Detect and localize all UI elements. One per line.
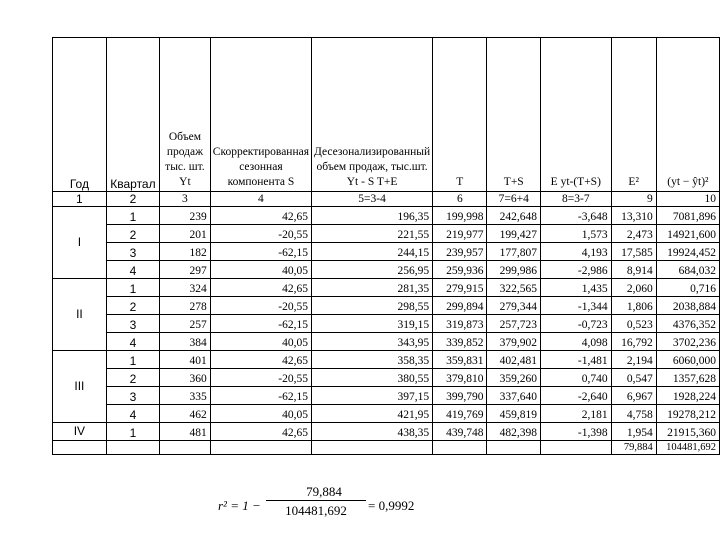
value-cell: 380,55 bbox=[312, 369, 433, 387]
header-year: Год bbox=[53, 38, 107, 192]
value-cell: 337,640 bbox=[487, 387, 541, 405]
value-cell: -0,723 bbox=[541, 315, 612, 333]
colnum-7: 7=6+4 bbox=[487, 192, 541, 207]
table-row bbox=[53, 387, 720, 405]
value-cell: 298,55 bbox=[312, 297, 433, 315]
value-cell: 397,15 bbox=[312, 387, 433, 405]
value-cell: 7081,896 bbox=[656, 207, 719, 225]
value-cell: 8,914 bbox=[611, 261, 656, 279]
value-cell: 42,65 bbox=[210, 207, 311, 225]
value-cell: 2,181 bbox=[541, 405, 612, 423]
value-cell: -20,55 bbox=[210, 297, 311, 315]
value-cell: 1,435 bbox=[541, 279, 612, 297]
quarter-cell: 4 bbox=[106, 333, 159, 351]
quarter-cell: 1 bbox=[106, 351, 159, 369]
value-cell: 324 bbox=[160, 279, 211, 297]
value-cell: 2,194 bbox=[611, 351, 656, 369]
r-squared-formula bbox=[218, 486, 418, 526]
value-cell: -2,640 bbox=[541, 387, 612, 405]
quarter-cell: 2 bbox=[106, 297, 159, 315]
value-cell: 4,193 bbox=[541, 243, 612, 261]
value-cell: 359,831 bbox=[433, 351, 487, 369]
formula-result: = 0,9992 bbox=[368, 498, 415, 513]
value-cell: 0,740 bbox=[541, 369, 612, 387]
value-cell: -3,648 bbox=[541, 207, 612, 225]
value-cell: 462 bbox=[160, 405, 211, 423]
value-cell: 402,481 bbox=[487, 351, 541, 369]
value-cell: 482,398 bbox=[487, 423, 541, 441]
value-cell: -1,398 bbox=[541, 423, 612, 441]
value-cell: 40,05 bbox=[210, 333, 311, 351]
totals-row bbox=[53, 441, 720, 455]
value-cell: 19924,452 bbox=[656, 243, 719, 261]
value-cell: 259,936 bbox=[433, 261, 487, 279]
quarter-cell: 3 bbox=[106, 243, 159, 261]
value-cell: -62,15 bbox=[210, 315, 311, 333]
value-cell: 0,547 bbox=[611, 369, 656, 387]
value-cell: 244,15 bbox=[312, 243, 433, 261]
value-cell: 40,05 bbox=[210, 261, 311, 279]
totals-empty bbox=[160, 441, 211, 455]
value-cell: 17,585 bbox=[611, 243, 656, 261]
value-cell: 439,748 bbox=[433, 423, 487, 441]
value-cell: 257 bbox=[160, 315, 211, 333]
value-cell: 379,902 bbox=[487, 333, 541, 351]
value-cell: -20,55 bbox=[210, 225, 311, 243]
value-cell: 278 bbox=[160, 297, 211, 315]
header-seasonal-component: Скорректированная сезонная компонента S bbox=[210, 38, 311, 192]
colnum-3: 3 bbox=[160, 192, 211, 207]
value-cell: 201 bbox=[160, 225, 211, 243]
value-cell: 319,873 bbox=[433, 315, 487, 333]
value-cell: 297 bbox=[160, 261, 211, 279]
value-cell: 481 bbox=[160, 423, 211, 441]
value-cell: 322,565 bbox=[487, 279, 541, 297]
value-cell: 1,954 bbox=[611, 423, 656, 441]
colnum-10: 10 bbox=[656, 192, 719, 207]
value-cell: 2,473 bbox=[611, 225, 656, 243]
header-deseasonalized: Десезонализированный объем продаж, тыс.шт. Yt - S T+E bbox=[312, 38, 433, 192]
totals-empty bbox=[210, 441, 311, 455]
value-cell: 40,05 bbox=[210, 405, 311, 423]
value-cell: 182 bbox=[160, 243, 211, 261]
value-cell: 421,95 bbox=[312, 405, 433, 423]
quarter-cell: 2 bbox=[106, 225, 159, 243]
colnum-2: 2 bbox=[106, 192, 159, 207]
value-cell: 384 bbox=[160, 333, 211, 351]
value-cell: 2038,884 bbox=[656, 297, 719, 315]
header-t: T bbox=[433, 38, 487, 192]
year-cell: III bbox=[53, 351, 107, 423]
value-cell: 14921,600 bbox=[656, 225, 719, 243]
header-quarter: Квартал bbox=[106, 38, 159, 192]
value-cell: 343,95 bbox=[312, 333, 433, 351]
value-cell: 6060,000 bbox=[656, 351, 719, 369]
value-cell: 221,55 bbox=[312, 225, 433, 243]
value-cell: 299,894 bbox=[433, 297, 487, 315]
value-cell: 359,260 bbox=[487, 369, 541, 387]
table-row bbox=[53, 279, 720, 297]
value-cell: 256,95 bbox=[312, 261, 433, 279]
table-row bbox=[53, 207, 720, 225]
value-cell: 3702,236 bbox=[656, 333, 719, 351]
data-table bbox=[52, 37, 720, 455]
value-cell: -2,986 bbox=[541, 261, 612, 279]
year-cell: I bbox=[53, 207, 107, 279]
value-cell: 177,807 bbox=[487, 243, 541, 261]
quarter-cell: 2 bbox=[106, 369, 159, 387]
value-cell: 459,819 bbox=[487, 405, 541, 423]
value-cell: 360 bbox=[160, 369, 211, 387]
value-cell: 199,998 bbox=[433, 207, 487, 225]
year-cell: IV bbox=[53, 423, 107, 441]
value-cell: 4376,352 bbox=[656, 315, 719, 333]
quarter-cell: 1 bbox=[106, 207, 159, 225]
total-e-squared: 79,884 bbox=[611, 441, 656, 455]
totals-empty bbox=[312, 441, 433, 455]
year-cell: II bbox=[53, 279, 107, 351]
value-cell: 257,723 bbox=[487, 315, 541, 333]
header-t-plus-s: T+S bbox=[487, 38, 541, 192]
table-row bbox=[53, 297, 720, 315]
value-cell: 1,806 bbox=[611, 297, 656, 315]
value-cell: 4,098 bbox=[541, 333, 612, 351]
table-row bbox=[53, 225, 720, 243]
value-cell: 6,967 bbox=[611, 387, 656, 405]
value-cell: 1357,628 bbox=[656, 369, 719, 387]
formula-lhs: r² = 1 − bbox=[218, 498, 261, 513]
value-cell: 242,648 bbox=[487, 207, 541, 225]
value-cell: 281,35 bbox=[312, 279, 433, 297]
value-cell: 379,810 bbox=[433, 369, 487, 387]
header-e: E yt-(T+S) bbox=[541, 38, 612, 192]
value-cell: 21915,360 bbox=[656, 423, 719, 441]
value-cell: 0,716 bbox=[656, 279, 719, 297]
colnum-4: 4 bbox=[210, 192, 311, 207]
fraction-bar bbox=[266, 500, 366, 501]
value-cell: 358,35 bbox=[312, 351, 433, 369]
column-number-row bbox=[53, 192, 720, 207]
colnum-1: 1 bbox=[53, 192, 107, 207]
value-cell: 13,310 bbox=[611, 207, 656, 225]
value-cell: 239 bbox=[160, 207, 211, 225]
value-cell: 0,523 bbox=[611, 315, 656, 333]
value-cell: 279,344 bbox=[487, 297, 541, 315]
quarter-cell: 3 bbox=[106, 315, 159, 333]
header-deviation-squared: (yt − ŷt)² bbox=[656, 38, 719, 192]
header-row bbox=[53, 38, 720, 192]
value-cell: 684,032 bbox=[656, 261, 719, 279]
value-cell: 279,915 bbox=[433, 279, 487, 297]
quarter-cell: 1 bbox=[106, 423, 159, 441]
table-row bbox=[53, 261, 720, 279]
quarter-cell: 4 bbox=[106, 261, 159, 279]
totals-empty bbox=[53, 441, 107, 455]
value-cell: 401 bbox=[160, 351, 211, 369]
totals-empty bbox=[433, 441, 487, 455]
value-cell: 42,65 bbox=[210, 279, 311, 297]
value-cell: 2,060 bbox=[611, 279, 656, 297]
table-row bbox=[53, 405, 720, 423]
totals-empty bbox=[106, 441, 159, 455]
value-cell: 299,986 bbox=[487, 261, 541, 279]
total-deviation-squared: 104481,692 bbox=[656, 441, 719, 455]
value-cell: 199,427 bbox=[487, 225, 541, 243]
value-cell: 196,35 bbox=[312, 207, 433, 225]
colnum-9: 9 bbox=[611, 192, 656, 207]
value-cell: 42,65 bbox=[210, 351, 311, 369]
totals-empty bbox=[541, 441, 612, 455]
value-cell: 19278,212 bbox=[656, 405, 719, 423]
header-sales-volume: Объем продаж тыс. шт. Yt bbox=[160, 38, 211, 192]
formula-numerator: 79,884 bbox=[306, 484, 342, 499]
value-cell: -1,481 bbox=[541, 351, 612, 369]
value-cell: 4,758 bbox=[611, 405, 656, 423]
totals-empty bbox=[487, 441, 541, 455]
value-cell: 16,792 bbox=[611, 333, 656, 351]
table-row bbox=[53, 423, 720, 441]
quarter-cell: 4 bbox=[106, 405, 159, 423]
value-cell: 335 bbox=[160, 387, 211, 405]
table-row bbox=[53, 369, 720, 387]
quarter-cell: 3 bbox=[106, 387, 159, 405]
colnum-6: 6 bbox=[433, 192, 487, 207]
value-cell: 419,769 bbox=[433, 405, 487, 423]
table-row bbox=[53, 315, 720, 333]
value-cell: 438,35 bbox=[312, 423, 433, 441]
colnum-5: 5=3-4 bbox=[312, 192, 433, 207]
value-cell: -1,344 bbox=[541, 297, 612, 315]
value-cell: 42,65 bbox=[210, 423, 311, 441]
value-cell: -20,55 bbox=[210, 369, 311, 387]
table-row bbox=[53, 351, 720, 369]
colnum-8: 8=3-7 bbox=[541, 192, 612, 207]
header-e-squared: E² bbox=[611, 38, 656, 192]
value-cell: -62,15 bbox=[210, 243, 311, 261]
table-row bbox=[53, 333, 720, 351]
formula-denominator: 104481,692 bbox=[285, 503, 347, 518]
value-cell: 1,573 bbox=[541, 225, 612, 243]
value-cell: 219,977 bbox=[433, 225, 487, 243]
value-cell: 399,790 bbox=[433, 387, 487, 405]
value-cell: -62,15 bbox=[210, 387, 311, 405]
value-cell: 239,957 bbox=[433, 243, 487, 261]
value-cell: 339,852 bbox=[433, 333, 487, 351]
table-row bbox=[53, 243, 720, 261]
quarter-cell: 1 bbox=[106, 279, 159, 297]
value-cell: 319,15 bbox=[312, 315, 433, 333]
value-cell: 1928,224 bbox=[656, 387, 719, 405]
